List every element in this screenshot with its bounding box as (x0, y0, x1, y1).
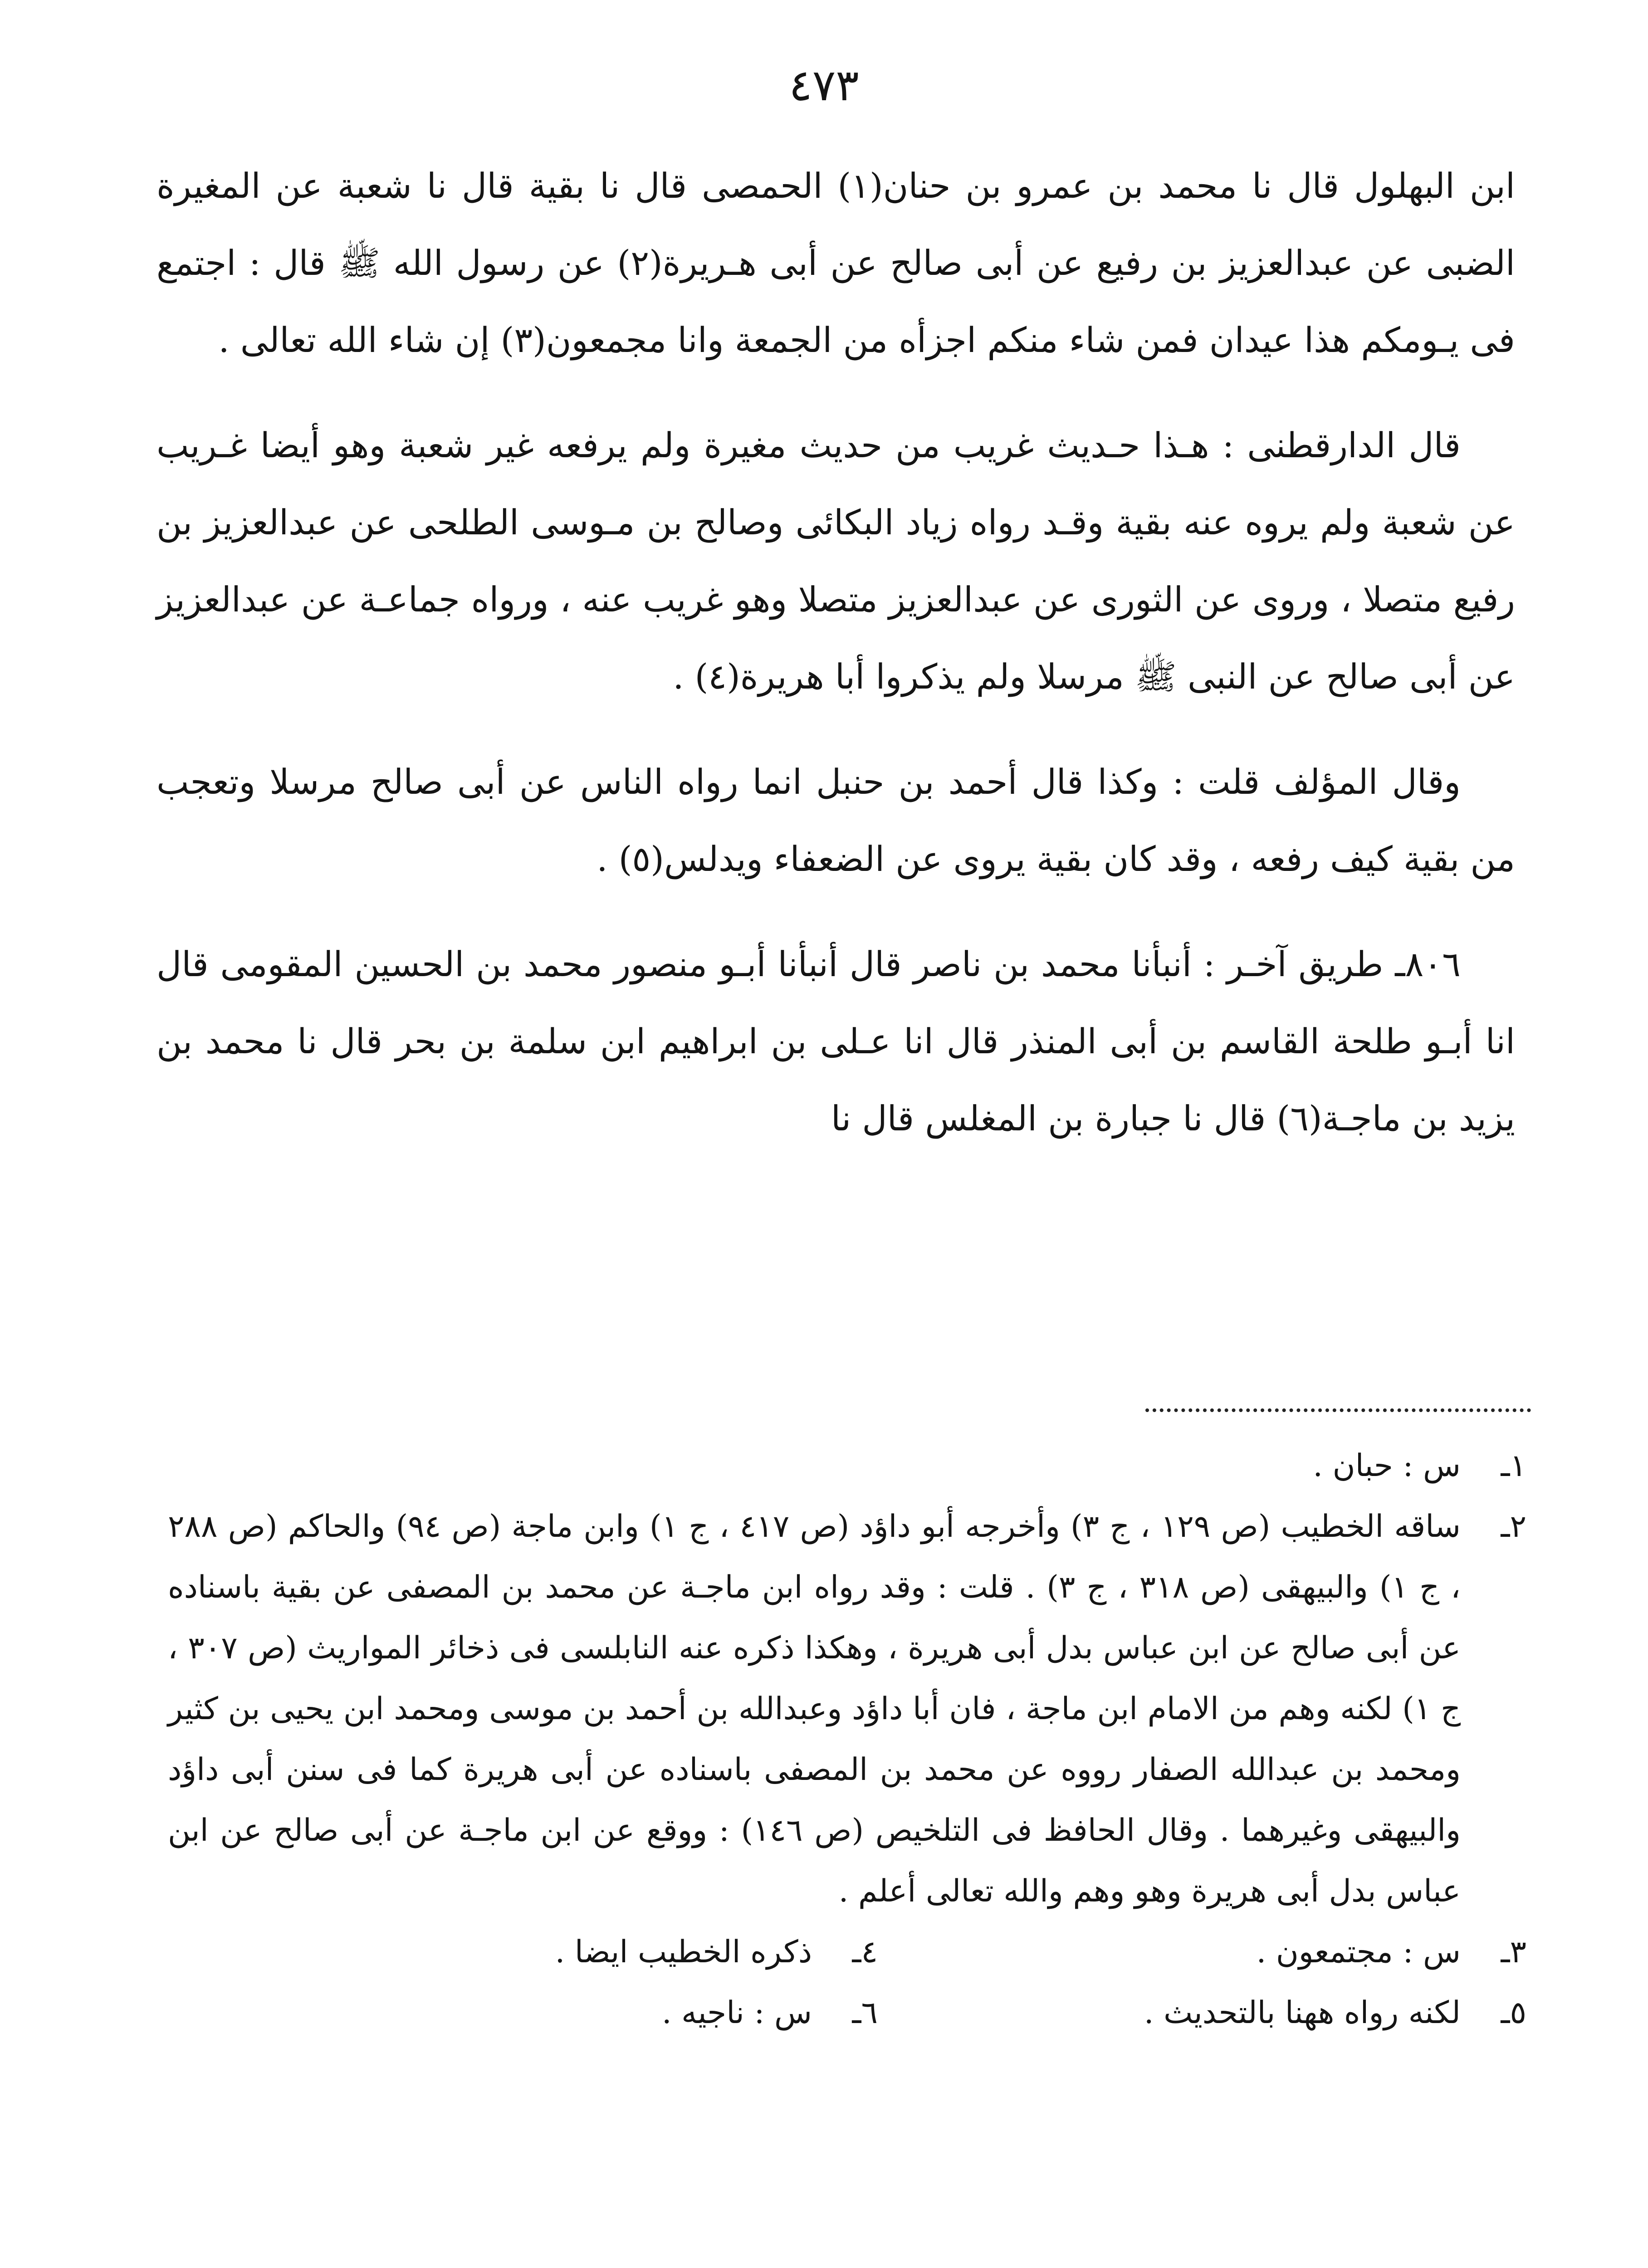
footnote-text: لكنه رواه ههنا بالتحديث . (1144, 1995, 1461, 2031)
footnote-text: س : ناجيه . (661, 1995, 812, 2031)
footnote-2 (168, 1496, 1526, 1922)
footnote-text: س : مجتمعون . (1256, 1934, 1461, 1970)
paragraph-isnad: ابن البهلول قال نا محمد بن عمرو بن حنان(١) الحمصى قال نا بقية قال نا شعبة عن المغيرة الضبى عن عبدالعزيز بن رفيع عن أبى صالح عن أبى هـريرة(٢) عن رسول الله ﷺ قال : اجتمع فى يـومكم هذا عيدان فمن شاء منكم اجزأه من الجمعة وانا مجمعون(٣) إن شاء الله تعالى . (156, 166, 1515, 360)
footnote-number: ٣ـ (1501, 1934, 1526, 1970)
paragraph-hadith-806: ٨٠٦ـ طريق آخـر : أنبأنا محمد بن ناصر قال أنبأنا أبـو منصور محمد بن الحسين المقومى قال انا أبـو طلحة القاسم بن أبى المنذر قال انا عـلى بن ابراهيم ابن سلمة بن بحر قال نا محمد بن يزيد بن ماجـة(٦) قال نا جبارة بن المغلس قال نا (156, 944, 1515, 1139)
footnote-1 (168, 1436, 1526, 1496)
footnote-number: ٥ـ (1501, 1995, 1526, 2031)
footnote-6 (229, 1983, 878, 2043)
paragraph-daraqutni: قال الدارقطنى : هـذا حـديث غريب من حديث مغيرة ولم يرفعه غير شعبة وهو أيضا غـريب عن شعبة ولم يروه عنه بقية وقـد رواه زياد البكائى وصالح بن مـوسى الطلحى عن عبدالعزيز بن رفيع متصلا ، وروى عن الثورى عن عبدالعزيز متصلا وهو غريب عنه ، ورواه جماعـة عن عبدالعزيز عن أبى صالح عن النبى ﷺ مرسلا ولم يذكروا أبا هريرة(٤) . (156, 425, 1515, 697)
footnote-number: ٤ـ (852, 1934, 878, 1970)
footnote-number: ٦ـ (852, 1995, 878, 2031)
footnote-text: ذكره الخطيب ايضا . (555, 1934, 812, 1970)
footnote-4 (229, 1922, 878, 1983)
main-text (156, 147, 1515, 1157)
footnote-row (168, 1983, 1526, 2043)
footnote-separator (1145, 1408, 1531, 1412)
footnote-number: ٢ـ (1501, 1509, 1526, 1545)
footnote-row (168, 1922, 1526, 1983)
footnote-3 (878, 1922, 1526, 1983)
page-number: ٤٧٣ (789, 60, 859, 111)
paragraph-author-note: وقال المؤلف قلت : وكذا قال أحمد بن حنبل انما رواه الناس عن أبى صالح مرسلا وتعجب من بقية كيف رفعه ، وقد كان بقية يروى عن الضعفاء ويدلس(٥) . (156, 762, 1515, 879)
footnote-text: س : حبان . (1313, 1448, 1461, 1484)
footnote-5 (878, 1983, 1526, 2043)
footnote-number: ١ـ (1501, 1448, 1526, 1484)
footnote-text: ساقه الخطيب (ص ١٢٩ ، ج ٣) وأخرجه أبو داؤد (ص ٤١٧ ، ج ١) وابن ماجة (ص ٩٤) والحاكم (ص ٢٨٨ ، ج ١) والبيهقى (ص ٣١٨ ، ج ٣) . قلت : وقد رواه ابن ماجـة عن محمد بن المصفى عن بقية باسناده عن أبى صالح عن ابن عباس بدل أبى هريرة ، وهكذا ذكره عنه النابلسى فى ذخائر المواريث (ص ٣٠٧ ، ج ١) لكنه وهم من الامام ابن ماجة ، فان أبا داؤد وعبدالله بن أحمد بن موسى ومحمد ابن يحيى بن كثير ومحمد بن عبدالله الصفار رووه عن محمد بن المصفى باسناده عن أبى هريرة كما فى سنن أبى داؤد والبيهقى وغيرهما . وقال الحافظ فى التلخيص (ص ١٤٦) : ووقع عن ابن ماجـة عن أبى صالح عن ابن عباس بدل أبى هريرة وهو وهم والله تعالى أعلم . (168, 1509, 1461, 1909)
footnotes (168, 1436, 1526, 2043)
